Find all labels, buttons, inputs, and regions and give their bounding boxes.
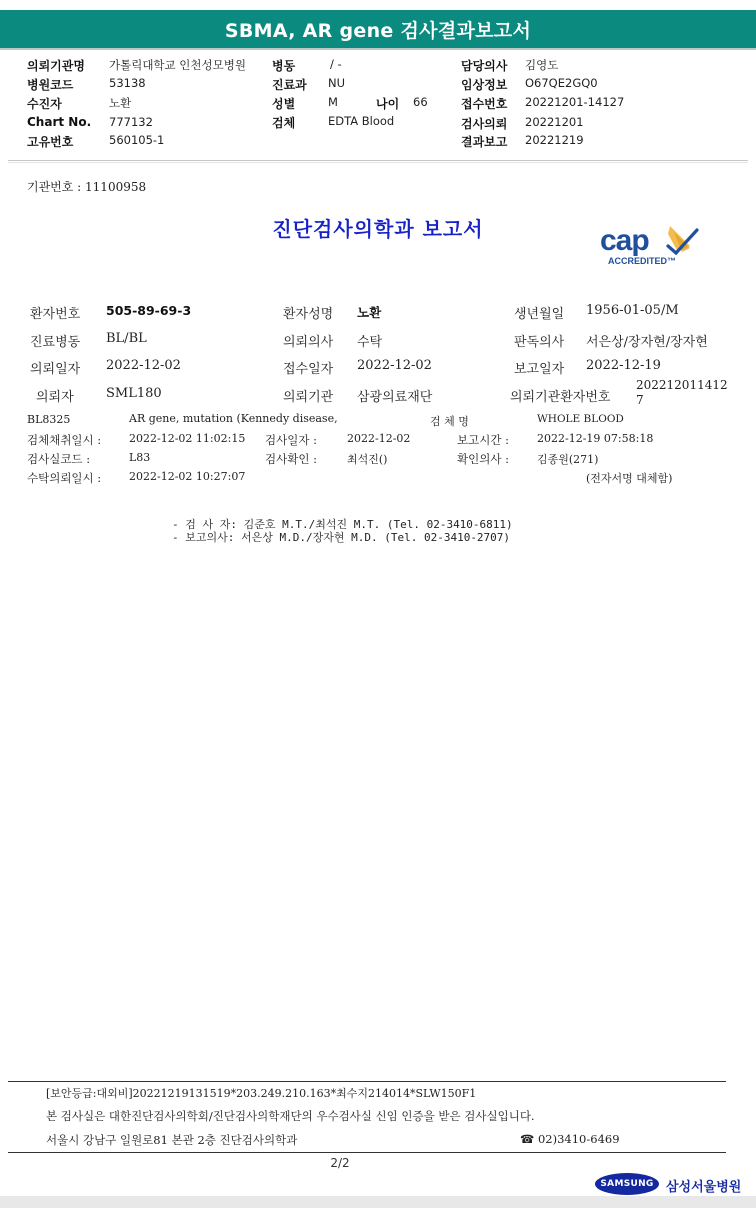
header-value-hospital-code: 53138 [109, 76, 146, 90]
bottom-scroll-area [0, 1196, 756, 1208]
header-value-dept: NU [328, 76, 346, 90]
consign-value: 2022-12-02 10:27:07 [129, 470, 246, 483]
patient-value-birth: 1956-01-05/M [586, 303, 679, 318]
security-line: [보안등급:대외비]20221219131519*203.249.210.163*최수지214014*SLW150F1 [46, 1087, 477, 1100]
patient-label-receipt-date: 접수일자 [283, 362, 334, 377]
test-code: BL8325 [27, 413, 71, 426]
report-time-value: 2022-12-19 07:58:18 [537, 432, 654, 445]
patient-value-institution-patient-no-line2: 7 [636, 393, 644, 407]
header-value-doctor: 김영도 [525, 58, 559, 72]
confirm-doctor-value: 김종원(271) [537, 453, 599, 466]
header-value-ward: / - [330, 57, 342, 71]
specimen-label: 검 체 명 [430, 415, 469, 428]
certification-line: 본 검사실은 대한진단검사의학회/진단검사의학재단의 우수검사실 신임 인증을 받은 검사실입니다. [46, 1109, 535, 1123]
patient-label-requester: 의뢰자 [36, 390, 74, 405]
samsung-logo: SAMSUNG [595, 1173, 659, 1195]
hospital-name: 삼성서울병원 [666, 1180, 742, 1195]
header-label-chart-no: Chart No. [27, 115, 92, 129]
header-value-patient: 노환 [109, 96, 132, 110]
report-title-bar [0, 10, 756, 50]
page-number: 2/2 [330, 1156, 350, 1170]
header-label-unique-no: 고유번호 [27, 135, 74, 149]
patient-label-ward: 진료병동 [30, 335, 81, 350]
patient-value-report-date: 2022-12-19 [586, 358, 661, 373]
header-value-unique-no: 560105-1 [109, 133, 165, 147]
collect-label: 검체채취일시 : [27, 433, 102, 447]
patient-label-name: 환자성명 [283, 307, 334, 322]
patient-value-requester: SML180 [106, 386, 162, 401]
patient-label-report-date: 보고일자 [514, 362, 565, 377]
reporting-doctor-line: - 보고의사: 서은상 M.D./장자현 M.D. (Tel. 02-3410-2707) [172, 531, 511, 544]
footer-rule-top [8, 1081, 726, 1082]
patient-value-ward: BL/BL [106, 331, 147, 346]
patient-label-reading-doctor: 판독의사 [514, 335, 565, 350]
room-code-label: 검사실코드 : [27, 452, 91, 466]
test-name: AR gene, mutation (Kennedy disease, [129, 412, 338, 425]
footer-rule-bottom [8, 1152, 726, 1153]
header-label-dept: 진료과 [272, 78, 307, 92]
header-divider [8, 160, 748, 161]
header-label-age: 나이 [376, 97, 400, 111]
header-value-result-report: 20221219 [525, 133, 584, 147]
collect-value: 2022-12-02 11:02:15 [129, 432, 246, 445]
room-code-value: L83 [129, 451, 151, 464]
confirm-label: 검사확인 : [265, 452, 317, 466]
consign-label: 수탁의뢰일시 : [27, 471, 102, 485]
header-label-clinical-info: 임상정보 [461, 78, 508, 92]
header-label-receipt-no: 접수번호 [461, 97, 508, 111]
patient-value-requesting-doctor: 수탁 [357, 335, 383, 350]
header-label-patient: 수진자 [27, 97, 62, 111]
e-signature-note: (전자서명 대체함) [586, 472, 673, 485]
header-label-result-report: 결과보고 [461, 135, 508, 149]
cap-logo-subtext: ACCREDITED™ [608, 256, 677, 266]
patient-value-institution-patient-no-line1: 202212011412 [636, 378, 728, 392]
patient-label-requesting-doctor: 의뢰의사 [283, 335, 334, 350]
header-value-specimen: EDTA Blood [328, 114, 395, 128]
header-label-doctor: 담당의사 [461, 59, 508, 73]
patient-label-institution-patient-no: 의뢰기관환자번호 [510, 390, 611, 405]
confirm-value: 최석진() [347, 453, 388, 466]
header-value-clinical-info: O67QE2GQ0 [525, 76, 598, 90]
patient-label-requesting-institution: 의뢰기관 [283, 390, 334, 405]
patient-value-request-date: 2022-12-02 [106, 358, 181, 373]
header-label-requester: 의뢰기관명 [27, 59, 85, 73]
header-value-age: 66 [413, 95, 428, 109]
patient-value-reading-doctor: 서은상/장자현/장자현 [586, 335, 708, 350]
header-label-ward: 병동 [272, 59, 296, 73]
header-divider-shadow [8, 162, 748, 163]
patient-value-name: 노환 [357, 305, 382, 320]
test-date-label: 검사일자 : [265, 433, 317, 447]
header-label-hospital-code: 병원코드 [27, 78, 74, 92]
patient-label-id: 환자번호 [30, 307, 81, 322]
patient-label-request-date: 의뢰일자 [30, 362, 81, 377]
specimen-value: WHOLE BLOOD [537, 413, 624, 425]
header-value-chart-no: 777132 [109, 115, 153, 129]
institution-number: 기관번호 : 11100958 [27, 180, 147, 194]
lab-report-title: 진단검사의학과 보고서 [272, 217, 484, 241]
address-line: 서울시 강남구 일원로81 본관 2층 진단검사의학과 [46, 1133, 298, 1147]
report-time-label: 보고시간 : [457, 433, 509, 447]
cap-logo-text: cap [600, 224, 649, 257]
header-value-test-request: 20221201 [525, 115, 584, 129]
phone-line: ☎ 02)3410-6469 [520, 1132, 620, 1146]
confirm-doctor-label: 확인의사 : [457, 452, 509, 466]
report-title: SBMA, AR gene 검사결과보고서 [224, 20, 532, 42]
patient-label-birth: 생년월일 [514, 307, 565, 322]
header-value-sex: M [328, 95, 338, 109]
header-label-test-request: 검사의뢰 [461, 117, 508, 131]
cap-accredited-logo [598, 222, 708, 272]
header-label-specimen: 검체 [272, 116, 296, 130]
patient-value-id: 505-89-69-3 [106, 303, 192, 318]
patient-value-requesting-institution: 삼광의료재단 [357, 390, 433, 405]
header-label-sex: 성별 [272, 97, 296, 111]
header-value-requester: 가톨릭대학교 인천성모병원 [109, 58, 246, 72]
test-date-value: 2022-12-02 [347, 432, 411, 445]
tester-line: - 검 사 자: 김준호 M.T./최석진 M.T. (Tel. 02-3410-6811) [172, 518, 513, 531]
header-value-receipt-no: 20221201-14127 [525, 95, 625, 109]
patient-value-receipt-date: 2022-12-02 [357, 358, 432, 373]
